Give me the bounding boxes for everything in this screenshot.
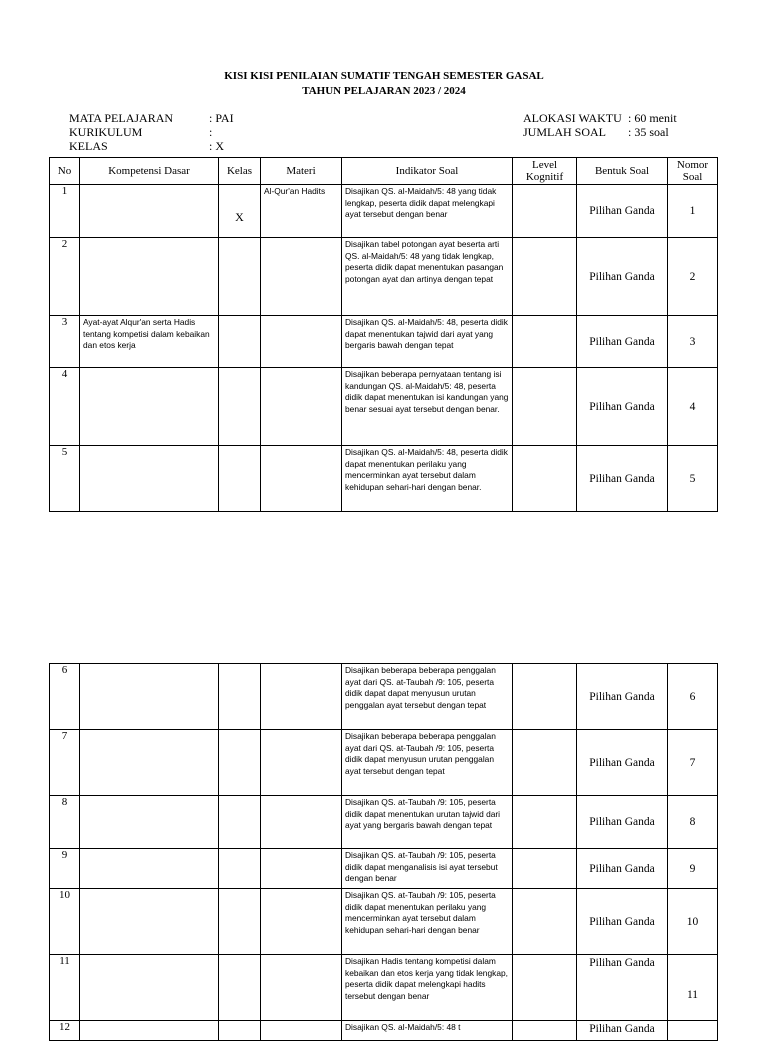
row-bentuk-soal: Pilihan Ganda [577, 238, 668, 316]
row-nomor-soal: 5 [668, 446, 718, 512]
row-kompetensi-dasar: Ayat-ayat Alqur'an serta Hadis tentang kompetisi dalam kebaikan dan etos kerja [80, 316, 219, 368]
row-number: 12 [50, 1021, 80, 1041]
row-number: 11 [50, 955, 80, 1021]
column-header-kelas: Kelas [219, 158, 261, 185]
row-kompetensi-dasar [80, 446, 219, 512]
row-level [513, 316, 577, 368]
row-level [513, 889, 577, 955]
row-nomor-soal: 2 [668, 238, 718, 316]
row-kompetensi-dasar [80, 238, 219, 316]
row-number: 2 [50, 238, 80, 316]
row-materi [261, 238, 342, 316]
row-materi [261, 446, 342, 512]
info-mapel-label: MATA PELAJARAN [69, 111, 174, 125]
document-subtitle: TAHUN PELAJARAN 2023 / 2024 [302, 85, 466, 97]
row-kelas [219, 446, 261, 512]
row-kelas [219, 955, 261, 1021]
row-materi [261, 368, 342, 446]
info-mapel-value: : PAI [209, 111, 234, 125]
row-number: 8 [50, 796, 80, 849]
info-alokasi-label: ALOKASI WAKTU [523, 111, 622, 125]
row-indikator: Disajikan QS. at-Taubah /9: 105, peserta didik dapat menentukan perilaku yang mencerminkan ayat tersebut dalam kehidupan sehari-hari dengan benar [342, 889, 513, 955]
row-kompetensi-dasar [80, 889, 219, 955]
row-indikator: Disajikan QS. at-Taubah /9: 105, peserta didik dapat menentukan urutan tajwid dari ayat yang bergaris bawah dengan tepat [342, 796, 513, 849]
row-level [513, 849, 577, 889]
row-bentuk-soal: Pilihan Ganda [577, 368, 668, 446]
row-kompetensi-dasar [80, 955, 219, 1021]
row-kompetensi-dasar [80, 368, 219, 446]
table-row [50, 796, 718, 849]
table-row [50, 889, 718, 955]
row-bentuk-soal: Pilihan Ganda [577, 1021, 668, 1041]
row-kelas [219, 664, 261, 730]
column-header-no: No [50, 158, 80, 185]
row-level [513, 664, 577, 730]
info-jumlah-value: : 35 soal [628, 125, 669, 139]
table-row [50, 316, 718, 368]
document-title: KISI KISI PENILAIAN SUMATIF TENGAH SEMESTER GASAL [224, 70, 544, 82]
row-indikator: Disajikan beberapa beberapa penggalan ayat dari QS. at-Taubah /9: 105, peserta didik dapat dapat menyusun urutan penggalan ayat tersebut dengan tepat [342, 664, 513, 730]
row-kompetensi-dasar [80, 796, 219, 849]
row-materi [261, 849, 342, 889]
row-bentuk-soal: Pilihan Ganda [577, 796, 668, 849]
column-header-kompetensi-dasar: Kompetensi Dasar [80, 158, 219, 185]
column-header-indikator-soal: Indikator Soal [342, 158, 513, 185]
row-bentuk-soal: Pilihan Ganda [577, 730, 668, 796]
info-kelas-label: KELAS [69, 139, 108, 153]
row-nomor-soal: 10 [668, 889, 718, 955]
row-indikator: Disajikan QS. at-Taubah /9: 105, peserta didik dapat menganalisis isi ayat tersebut dengan benar [342, 849, 513, 889]
row-nomor-soal: 6 [668, 664, 718, 730]
row-level [513, 185, 577, 238]
row-kompetensi-dasar [80, 185, 219, 238]
info-alokasi-value: : 60 menit [628, 111, 677, 125]
row-indikator: Disajikan beberapa pernyataan tentang isi kandungan QS. al-Maidah/5: 48, peserta didik dapat menentukan isi kandungan yang benar sesuai ayat tersebut dengan benar. [342, 368, 513, 446]
table-row [50, 955, 718, 1021]
row-materi [261, 955, 342, 1021]
row-kompetensi-dasar [80, 849, 219, 889]
row-indikator: Disajikan beberapa beberapa penggalan ayat dari QS. at-Taubah /9: 105, peserta didik dapat menyusun urutan penggalan ayat tersebut dengan tepat [342, 730, 513, 796]
row-indikator: Disajikan QS. al-Maidah/5: 48 yang tidak lengkap, peserta didik dapat melengkapi ayat tersebut dengan benar [342, 185, 513, 238]
table-header-row [50, 158, 718, 185]
row-indikator: Disajikan QS. al-Maidah/5: 48, peserta didik dapat menentukan perilaku yang mencerminkan ayat tersebut dalam kehidupan sehari-hari dengan benar. [342, 446, 513, 512]
row-bentuk-soal: Pilihan Ganda [577, 849, 668, 889]
row-level [513, 368, 577, 446]
row-bentuk-soal: Pilihan Ganda [577, 889, 668, 955]
column-header-bentuk-soal: Bentuk Soal [577, 158, 668, 185]
row-materi [261, 796, 342, 849]
table-row [50, 730, 718, 796]
row-bentuk-soal: Pilihan Ganda [577, 185, 668, 238]
row-bentuk-soal: Pilihan Ganda [577, 446, 668, 512]
column-header-materi: Materi [261, 158, 342, 185]
table-row [50, 185, 718, 238]
row-nomor-soal: 9 [668, 849, 718, 889]
row-number: 7 [50, 730, 80, 796]
info-kelas-value: : X [209, 139, 224, 153]
row-indikator: Disajikan QS. al-Maidah/5: 48, peserta didik dapat menentukan tajwid dari ayat yang bergaris bawah dengan tepat [342, 316, 513, 368]
row-kompetensi-dasar [80, 730, 219, 796]
row-level [513, 238, 577, 316]
column-header-level-kognitif: Level Kognitif [513, 158, 577, 185]
row-nomor-soal: 4 [668, 368, 718, 446]
row-indikator: Disajikan QS. al-Maidah/5: 48 t [342, 1021, 513, 1041]
row-indikator: Disajikan Hadis tentang kompetisi dalam kebaikan dan etos kerja yang tidak lengkap, peserta didik dapat melengkapi hadits tersebut dengan benar [342, 955, 513, 1021]
row-bentuk-soal: Pilihan Ganda [577, 955, 668, 1021]
row-nomor-soal: 3 [668, 316, 718, 368]
row-kompetensi-dasar [80, 664, 219, 730]
row-kelas [219, 849, 261, 889]
row-nomor-soal: 11 [668, 955, 718, 1021]
info-kurikulum-label: KURIKULUM [69, 125, 143, 139]
row-number: 5 [50, 446, 80, 512]
row-indikator: Disajikan tabel potongan ayat beserta arti QS. al-Maidah/5: 48 yang tidak lengkap, peserta didik dapat menentukan pasangan potongan ayat dan artinya dengan tepat [342, 238, 513, 316]
kisi-table-page-2 [49, 663, 718, 1041]
table-row [50, 664, 718, 730]
row-level [513, 446, 577, 512]
table-row [50, 446, 718, 512]
row-nomor-soal: 1 [668, 185, 718, 238]
table-row [50, 238, 718, 316]
row-kelas [219, 796, 261, 849]
row-materi: Al-Qur'an Hadits [261, 185, 342, 238]
row-number: 4 [50, 368, 80, 446]
row-level [513, 796, 577, 849]
row-materi [261, 664, 342, 730]
row-kelas [219, 368, 261, 446]
row-kelas [219, 889, 261, 955]
row-bentuk-soal: Pilihan Ganda [577, 316, 668, 368]
row-kelas [219, 238, 261, 316]
row-kelas: X [219, 185, 261, 238]
row-kelas [219, 730, 261, 796]
table-row [50, 849, 718, 889]
table-row [50, 368, 718, 446]
row-materi [261, 316, 342, 368]
info-kurikulum-value: : [209, 125, 213, 139]
info-jumlah-label: JUMLAH SOAL [523, 125, 607, 139]
row-bentuk-soal: Pilihan Ganda [577, 664, 668, 730]
row-number: 10 [50, 889, 80, 955]
row-kelas [219, 316, 261, 368]
row-level [513, 955, 577, 1021]
kisi-table-page-1 [49, 157, 718, 512]
row-number: 1 [50, 185, 80, 238]
row-level [513, 730, 577, 796]
row-materi [261, 730, 342, 796]
row-materi [261, 889, 342, 955]
column-header-nomor-soal: Nomor Soal [668, 158, 718, 185]
row-number: 6 [50, 664, 80, 730]
row-number: 3 [50, 316, 80, 368]
row-number: 9 [50, 849, 80, 889]
row-nomor-soal: 8 [668, 796, 718, 849]
row-nomor-soal: 7 [668, 730, 718, 796]
